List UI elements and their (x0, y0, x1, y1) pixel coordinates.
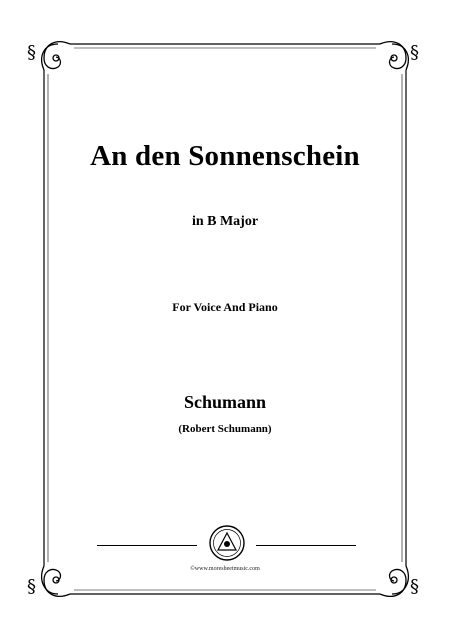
corner-flourish-icon (42, 42, 409, 597)
piece-title: An den Sonnenschein (90, 140, 360, 172)
footer-rule-right (256, 545, 356, 546)
footer-rule-left (97, 545, 197, 546)
composer-name: Schumann (183, 392, 267, 412)
publisher-logo-icon (208, 524, 246, 562)
publisher-url: ©www.moresheetmusic.com (190, 566, 260, 572)
svg-text:§: § (27, 42, 36, 63)
svg-text:§: § (410, 576, 419, 597)
svg-text:§: § (410, 42, 419, 63)
key-signature-label: in B Major (191, 214, 259, 229)
instrumentation-label: For Voice And Piano (172, 300, 278, 314)
composer-full-name: (Robert Schumann) (178, 423, 272, 435)
svg-text:§: § (27, 576, 36, 597)
